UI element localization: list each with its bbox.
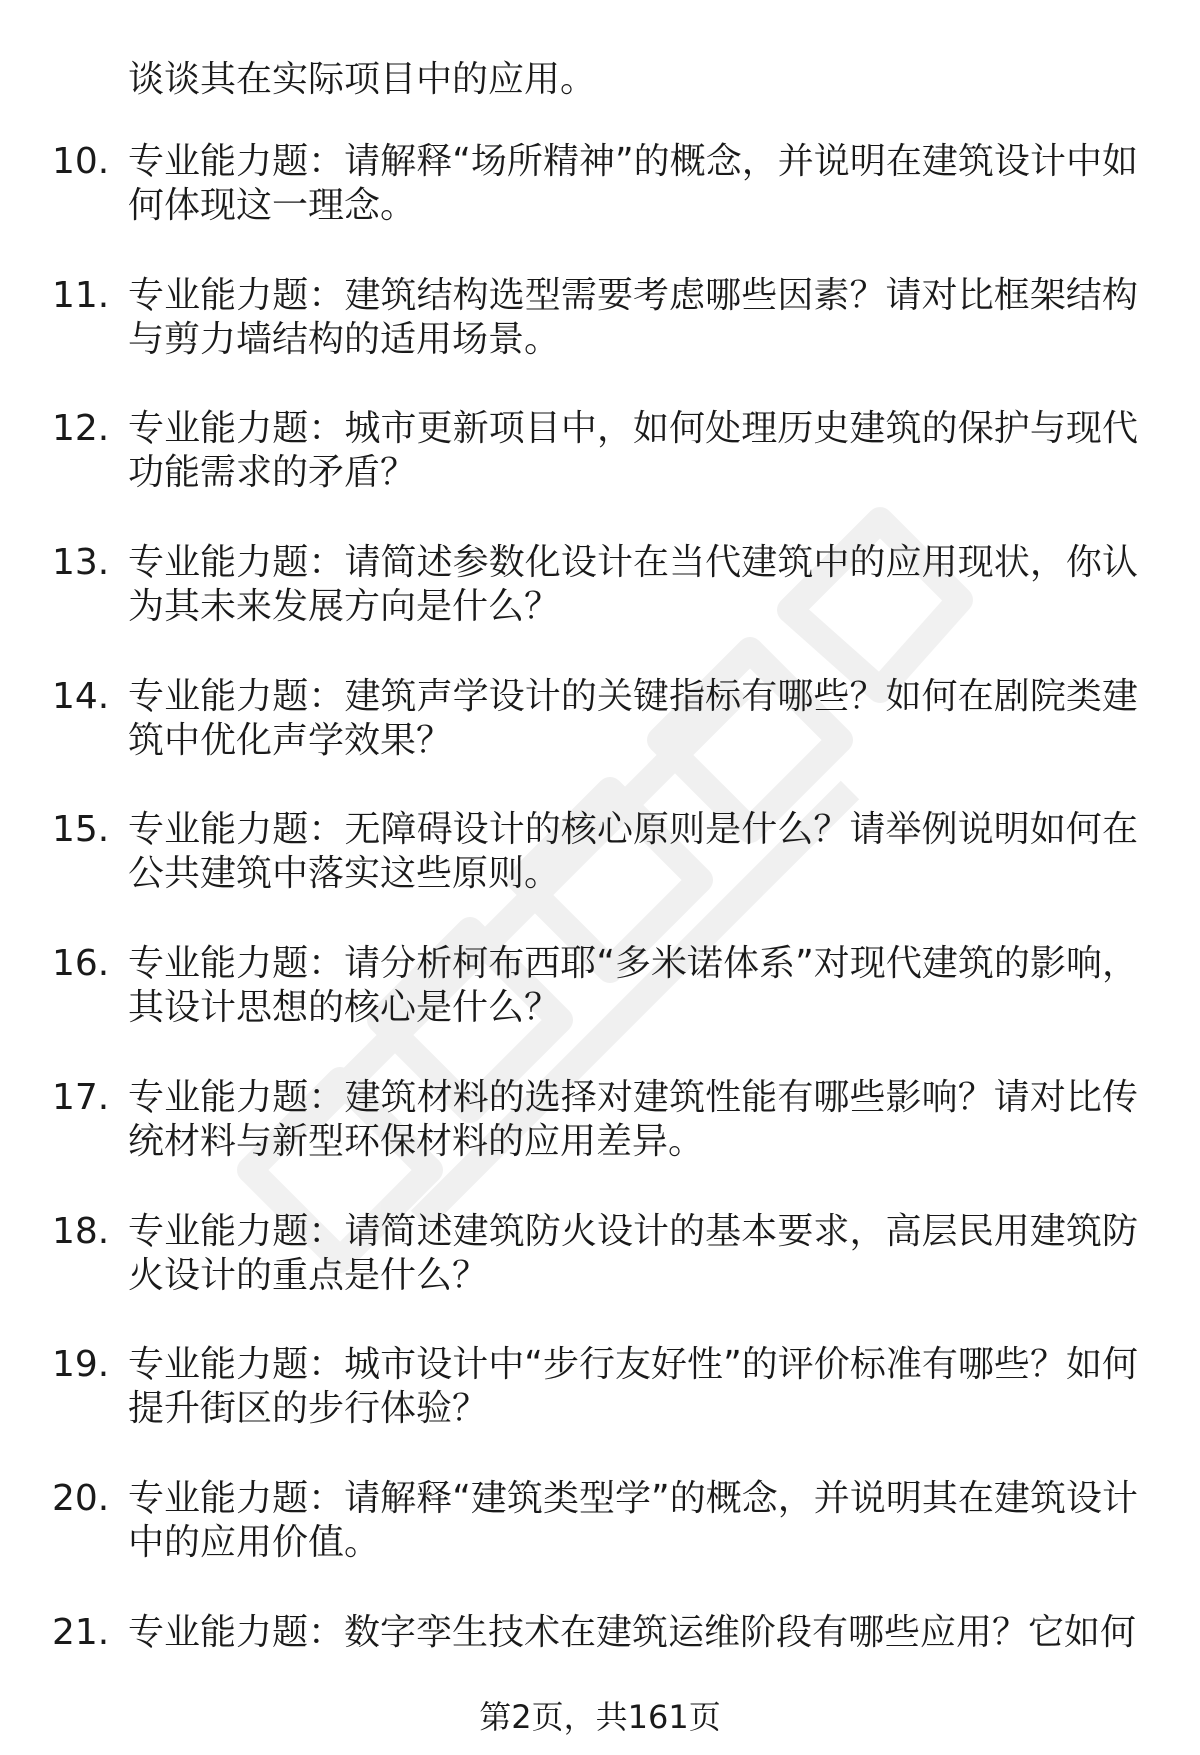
- question-number: 14.: [52, 675, 110, 717]
- list-item: [0, 942, 1200, 1030]
- list-item: [0, 541, 1200, 629]
- question-number: 11.: [52, 274, 110, 316]
- question-number: 19.: [52, 1344, 110, 1386]
- list-item: [0, 808, 1200, 896]
- question-number: 20.: [52, 1477, 110, 1519]
- question-number: 12.: [52, 408, 110, 450]
- question-text: 专业能力题：建筑结构选型需要考虑哪些因素？请对比框架结构与剪力墙结构的适用场景。: [128, 274, 1138, 360]
- list-item: [0, 274, 1200, 362]
- question-number: 17.: [52, 1076, 110, 1118]
- question-text: 专业能力题：数字孪生技术在建筑运维阶段有哪些应用？它如何: [128, 1611, 1137, 1653]
- question-text: 专业能力题：建筑材料的选择对建筑性能有哪些影响？请对比传统材料与新型环保材料的应用差异。: [128, 1076, 1138, 1162]
- question-number: 15.: [52, 809, 110, 851]
- question-text: 专业能力题：无障碍设计的核心原则是什么？请举例说明如何在公共建筑中落实这些原则。: [128, 809, 1138, 895]
- question-text: 专业能力题：请简述参数化设计在当代建筑中的应用现状，你认为其未来发展方向是什么？: [128, 542, 1138, 628]
- question-text: 专业能力题：请简述建筑防火设计的基本要求，高层民用建筑防火设计的重点是什么？: [128, 1210, 1138, 1296]
- question-number: 10.: [52, 141, 110, 182]
- list-item: [0, 1477, 1200, 1565]
- list-item: [0, 1210, 1200, 1298]
- question-number: 16.: [52, 943, 110, 985]
- question-number: 18.: [52, 1210, 110, 1252]
- question-text: 专业能力题：城市设计中“步行友好性”的评价标准有哪些？如何提升街区的步行体验？: [128, 1344, 1138, 1430]
- question-number: 21.: [52, 1611, 110, 1653]
- question-text: 专业能力题：请分析柯布西耶“多米诺体系”对现代建筑的影响，其设计思想的核心是什么？: [128, 943, 1138, 1029]
- list-item: [0, 1076, 1200, 1164]
- list-item: [0, 407, 1200, 495]
- question-text: 专业能力题：请解释“建筑类型学”的概念，并说明其在建筑设计中的应用价值。: [128, 1477, 1138, 1563]
- question-text: 专业能力题：建筑声学设计的关键指标有哪些？如何在剧院类建筑中优化声学效果？: [128, 675, 1138, 761]
- list-item: [0, 1343, 1200, 1431]
- continuation-text: 谈谈其在实际项目中的应用。: [128, 59, 597, 100]
- list-item: [0, 140, 1200, 228]
- page-footer: 第2页，共161页: [479, 1698, 721, 1736]
- question-text: 专业能力题：城市更新项目中，如何处理历史建筑的保护与现代功能需求的矛盾？: [128, 408, 1138, 494]
- question-text: 专业能力题：请解释“场所精神”的概念，并说明在建筑设计中如何体现这一理念。: [128, 141, 1138, 226]
- question-list: [0, 140, 1200, 1744]
- question-number: 13.: [52, 542, 110, 584]
- list-item: [0, 1611, 1200, 1699]
- list-item: [0, 675, 1200, 763]
